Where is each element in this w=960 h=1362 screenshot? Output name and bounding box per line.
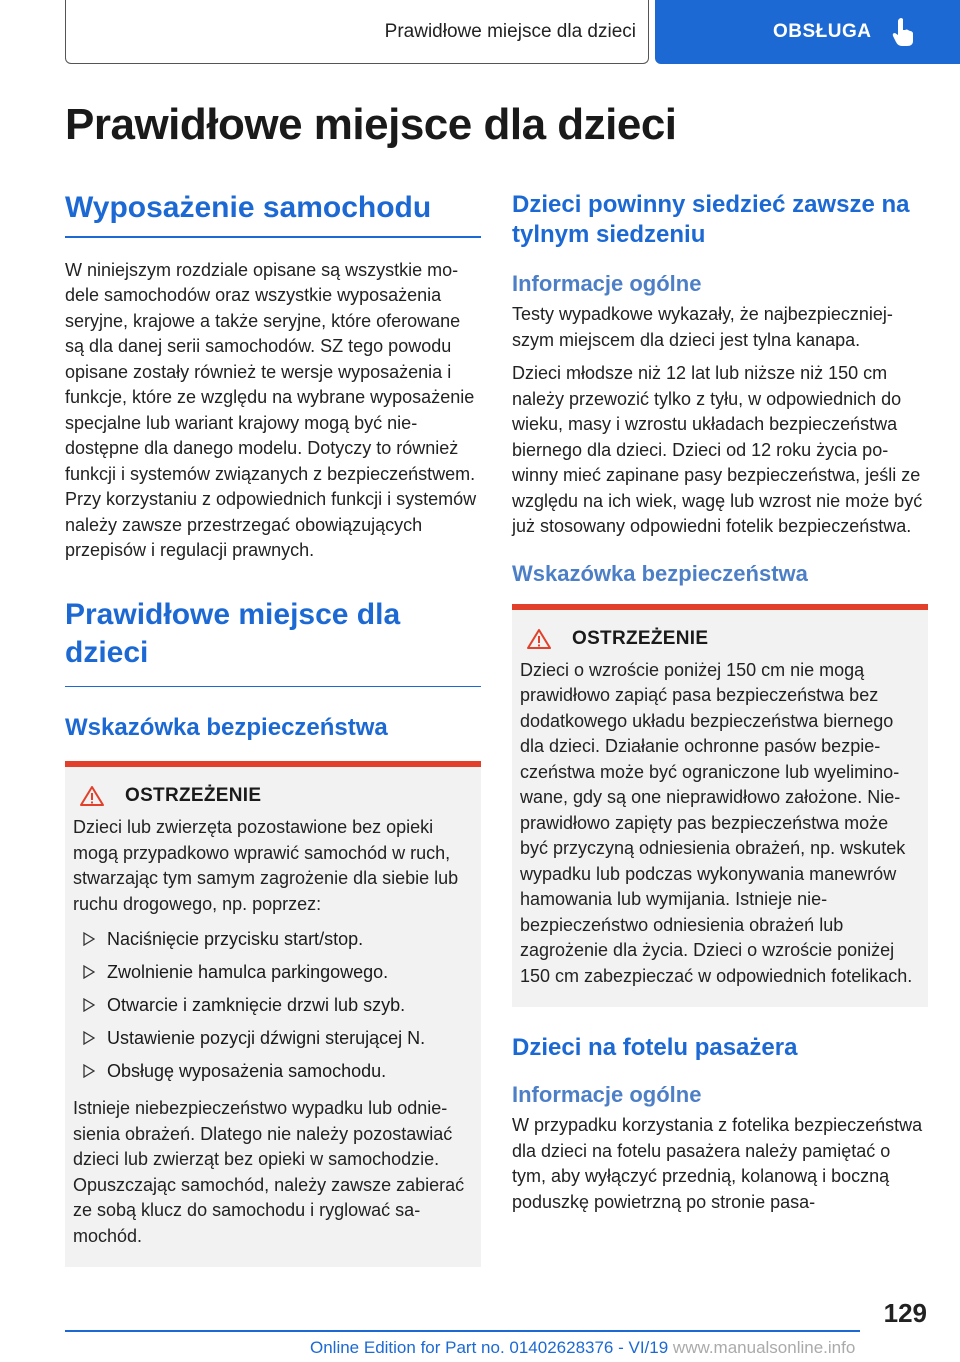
warning-triangle-icon: [526, 628, 552, 650]
warning-intro: Dzieci lub zwierzęta pozostawione bez opieki mogą przypadkowo wprawić samochód w ruch, stwarzając tym samym zagrożenie dla siebie lub ruchu drogowego, np. poprzez:: [73, 817, 459, 914]
list-item: Otwarcie i zamknięcie drzwi lub szyb.: [73, 989, 473, 1022]
edition-text: Online Edition for Part no. 01402628376 - VI/19: [310, 1338, 669, 1357]
warning-text: Dzieci o wzroście poniżej 150 cm nie mogą prawidłowo zapiąć pasa bezpieczeństwa bez dodatkowego układu bezpieczeństwa biernego dla dzieci. Działanie ochronne pasów bezpieczeństwa może być ograniczone lub wyeliminowane, gdy są one nieprawidłowo założone. Nieprawidłowo zapięty pas bezpieczeństwa może być przyczyną odniesienia obrażeń, np. wskutek wypadku lub podczas wykonywania manewrów hamowania lub wymijania. Istnieje niebezpieczeństwo odniesienia obrażeń lub zagrożenie dla życia. Dzieci o wzroście poniżej 150 cm zabezpieczać w odpowiednich fotelikach.: [520, 659, 913, 986]
warning-triangle-icon: [79, 785, 105, 807]
left-column: [65, 190, 481, 1267]
footer-rule: [65, 1330, 860, 1332]
warning-header: [79, 785, 473, 807]
footer-edition: [310, 1338, 855, 1358]
header-section-title: Prawidłowe miejsce dla dzieci: [384, 20, 636, 42]
equipment-paragraph: W niniejszym rozdziale opisane są wszystkie modele samochodów oraz wszystkie wyposażenia seryjne, krajowe a także seryjne, które oferowane są dla danej serii samochodów. SZ tego powodu opisane zostały również te wersje wyposażenia i funkcje, które ze względu na wybrane wyposażenie specjalne lub wariant krajowy mogą być niedostępne dla danego modelu. Dotyczy to również funkcji i systemów związanych z bezpieczeństwem. Przy korzystaniu z odpowiednich funkcji i systemów należy zawsze przestrzegać obowiązujących przepisów i regulacji prawnych.: [65, 259, 477, 560]
general-info-heading: Informacje ogólne: [512, 271, 702, 296]
safety-heading: Wskazówka bezpieczeństwa: [65, 714, 388, 741]
warning-list: [73, 923, 473, 1088]
page-title: Prawidłowe miejsce dla dzieci: [65, 100, 677, 149]
list-bullet-icon: [83, 998, 95, 1012]
heading-rule: [65, 236, 481, 238]
warning-label: OSTRZEŻENIE: [572, 627, 709, 649]
right-column: [512, 190, 928, 1215]
list-bullet-icon: [83, 932, 95, 946]
rear-seat-heading: Dzieci powinny siedzieć zawsze na tylnym siedzeniu: [512, 191, 910, 248]
warning-box: [65, 761, 481, 1267]
site-watermark: www.manualsonline.info: [672, 1338, 856, 1357]
passenger-paragraph: W przypadku korzystania z fotelika bezpieczeństwa dla dzieci na fotelu pasażera należy pamiętać o tym, aby wyłączyć przednią, kolanową i boczną poduszkę powietrzną po stronie pasa-: [512, 1115, 923, 1212]
list-item: Zwolnienie hamulca parkingowego.: [73, 956, 473, 989]
equipment-heading: Wyposażenie samochodu: [65, 191, 432, 224]
general-paragraph-1: Testy wypadkowe wykazały, że najbezpieczniejszym miejscem dla dzieci jest tylna kanapa.: [512, 304, 893, 350]
warning-outro: Istnieje niebezpieczeństwo wypadku lub odniesienia obrażeń. Dlatego nie należy pozostawiać dzieci lub zwierząt bez opieki w samochodzie. Opuszczając samochód, należy zawsze zabierać ze sobą klucz do samochodu i ryglować samochód.: [73, 1098, 465, 1246]
passenger-general-heading: Informacje ogólne: [512, 1082, 702, 1107]
list-bullet-icon: [83, 1031, 95, 1045]
passenger-heading: Dzieci na fotelu pasażera: [512, 1034, 798, 1061]
safety-heading: Wskazówka bezpieczeństwa: [512, 560, 808, 586]
heading-rule: [65, 686, 481, 688]
general-paragraph-2: Dzieci młodsze niż 12 lat lub niższe niż 150 cm należy przewozić tylko z tyłu, w odpowiednich do wieku, masy i wzrostu układach bezpieczeństwa biernego dla dzieci. Dzieci od 12 roku życia powinny mieć zapinane pasy bezpieczeństwa, jeśli ze względu na ich wiek, wagę lub wzrost nie może być już stosowany odpowiedni fotelik bezpieczeństwa.: [512, 363, 923, 536]
seat-heading: Prawidłowe miejsce dla dzieci: [65, 597, 401, 669]
warning-box: [512, 604, 928, 1008]
page-number: 129: [883, 1298, 927, 1328]
header-section-tab: [65, 0, 649, 64]
header-chapter-label: OBSŁUGA: [773, 21, 872, 42]
list-item: Naciśnięcie przycisku start/stop.: [73, 923, 473, 956]
list-bullet-icon: [83, 1064, 95, 1078]
list-item: Ustawienie pozycji dźwigni sterującej N.: [73, 1022, 473, 1055]
list-bullet-icon: [83, 965, 95, 979]
warning-label: OSTRZEŻENIE: [125, 785, 262, 806]
list-item: Obsługę wyposażenia samochodu.: [73, 1055, 473, 1088]
pointing-hand-icon: [890, 17, 916, 47]
header-chapter-tab: [655, 0, 960, 64]
warning-header: [526, 628, 920, 650]
